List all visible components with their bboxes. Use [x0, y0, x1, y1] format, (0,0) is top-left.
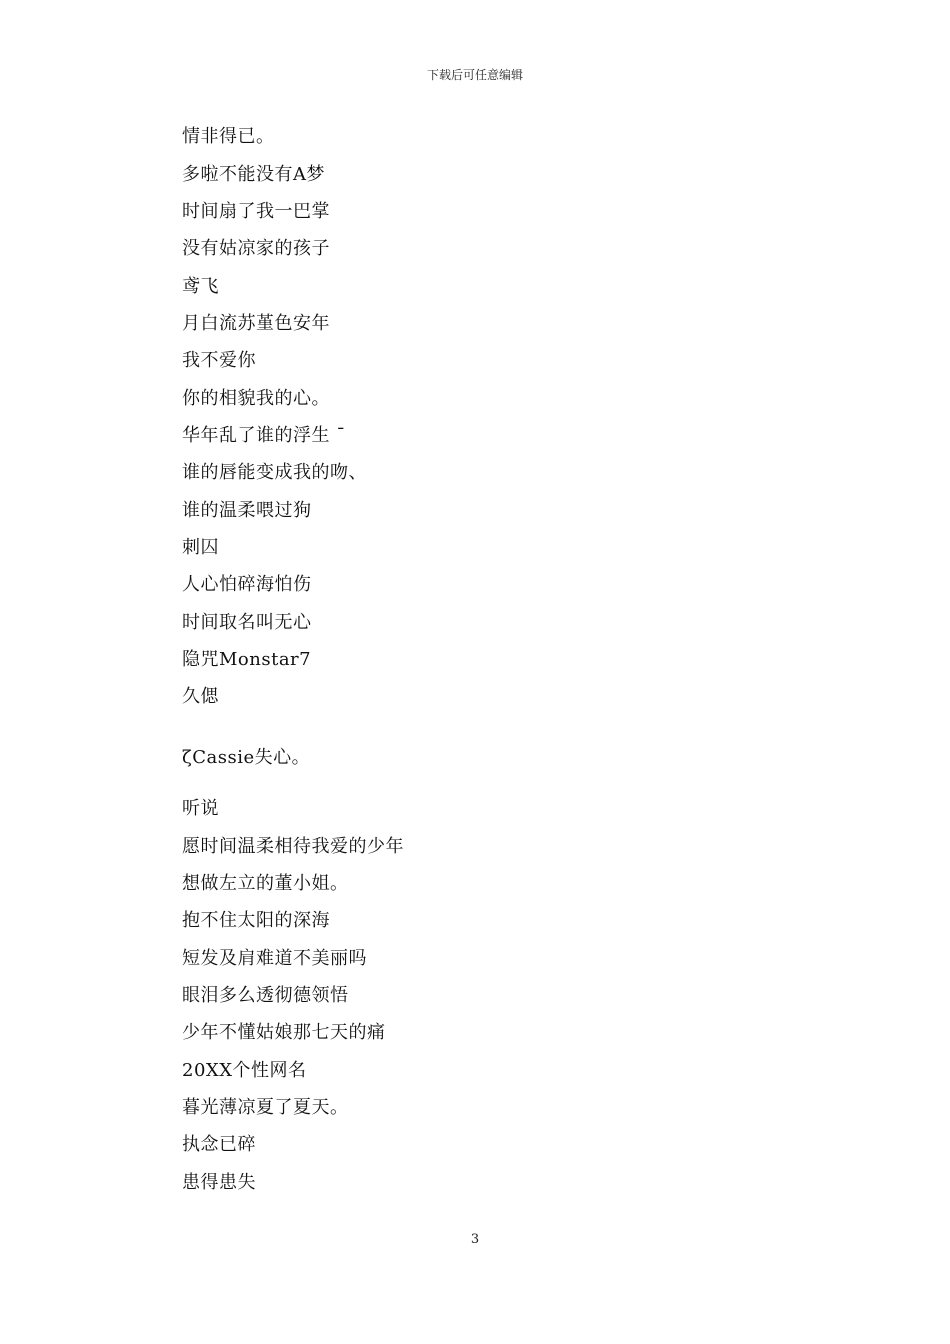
text-line: 少年不懂姑娘那七天的痛	[182, 1022, 386, 1043]
text-line: 患得患失	[182, 1172, 256, 1193]
text-line: 时间取名叫无心	[182, 612, 312, 633]
page-header: 下载后可任意编辑	[426, 68, 523, 82]
text-line: 愿时间温柔相待我爱的少年	[182, 836, 404, 857]
text-line: 刺囚	[182, 537, 219, 558]
text-line: 华年乱了谁的浮生 ˉ	[182, 425, 346, 446]
text-line: 我不爱你	[182, 350, 256, 371]
text-line: 久偲	[182, 686, 219, 707]
page-number: 3	[470, 1232, 480, 1247]
text-line: 谁的温柔喂过狗	[182, 500, 312, 521]
text-line: 多啦不能没有A梦	[182, 164, 325, 185]
text-line: 眼泪多么透彻德领悟	[182, 985, 349, 1006]
text-line: 隐咒Monstar7	[182, 649, 312, 670]
text-line: 你的相貌我的心。	[182, 388, 330, 409]
text-line: 短发及肩难道不美丽吗	[182, 948, 367, 969]
text-line: 情非得已。	[182, 126, 275, 147]
text-line: ζCassie失心。	[182, 747, 311, 768]
text-line: 20XX个性网名	[182, 1060, 307, 1081]
text-line: 谁的唇能变成我的吻、	[182, 462, 367, 483]
text-line: 时间扇了我一巴掌	[182, 201, 330, 222]
text-line: 执念已碎	[182, 1134, 256, 1155]
text-line: 人心怕碎海怕伤	[182, 574, 312, 595]
text-line: 鸢飞	[182, 276, 219, 297]
text-line: 月白流苏堇色安年	[182, 313, 330, 334]
text-line: 暮光薄凉夏了夏天。	[182, 1097, 349, 1118]
text-line: 听说	[182, 798, 219, 819]
text-line: 想做左立的董小姐。	[182, 873, 349, 894]
text-line: 抱不住太阳的深海	[182, 910, 330, 931]
text-line: 没有姑凉家的孩子	[182, 238, 330, 259]
